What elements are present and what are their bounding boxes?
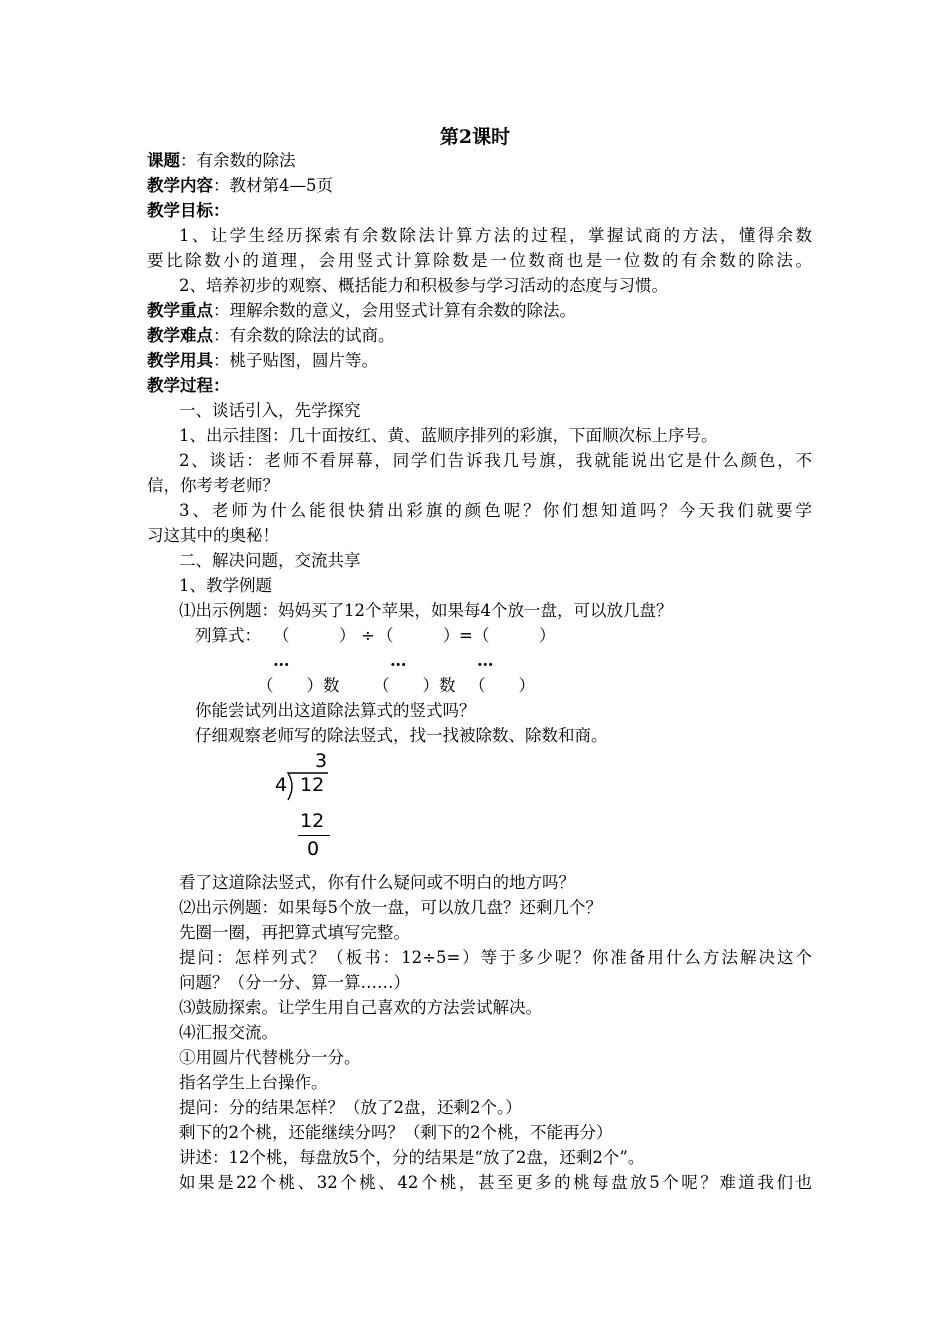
goal-1-line-a: 1、让学生经历探索有余数除法计算方法的过程，掌握试商的方法，懂得余数 xyxy=(179,226,812,245)
difficulty-text: ：有余数的除法的试商。 xyxy=(213,326,395,345)
formula-name-divisor: （ ）数 xyxy=(373,676,456,695)
process-label: 教学过程 xyxy=(147,376,213,395)
goals-colon: ： xyxy=(213,201,230,220)
step-4: 剩下的2个桃，还能继续分吗？（剩下的2个桃，不能再分） xyxy=(179,1123,613,1142)
section-2-sub1: 1、教学例题 xyxy=(179,576,272,595)
formula-divide-sign: ÷ xyxy=(361,626,375,645)
topic-line xyxy=(147,148,812,173)
formula-label: 列算式： xyxy=(195,626,261,645)
long-division-product: 12 xyxy=(300,810,325,832)
section-1-p2-a: 2、谈话：老师不看屏幕，同学们告诉我几号旗，我就能说出它是什么颜色，不 xyxy=(179,451,812,470)
goal-2: 2、培养初步的观察、概括能力和积极参与学习活动的态度与习惯。 xyxy=(179,276,668,295)
lesson-body xyxy=(147,148,812,1195)
difficulty-line xyxy=(147,323,812,348)
formula-blank-dividend: （ ） xyxy=(273,626,356,645)
formula-dots-row xyxy=(147,648,812,673)
example-1: ⑴出示例题：妈妈买了12个苹果，如果每4个放一盘，可以放几盘？ xyxy=(179,601,673,620)
focus-line xyxy=(147,298,812,323)
question-3: 看了这道除法竖式，你有什么疑问或不明白的地方吗？ xyxy=(179,873,575,892)
long-division xyxy=(270,750,350,870)
formula-blank-divisor: （ ） xyxy=(377,626,460,645)
formula-names-row xyxy=(147,673,812,698)
long-division-spacer xyxy=(147,748,812,870)
goals-line xyxy=(147,198,812,223)
formula-dots-1: … xyxy=(273,651,290,670)
question-1: 你能尝试列出这道除法算式的竖式吗？ xyxy=(195,701,476,720)
content-line xyxy=(147,173,812,198)
section-1-p1: 1、出示挂图：几十面按红、黄、蓝顺序排列的彩旗，下面顺次标上序号。 xyxy=(179,426,718,445)
long-division-remainder: 0 xyxy=(307,838,320,860)
example-4: ⑷汇报交流。 xyxy=(179,1023,278,1042)
process-colon: ： xyxy=(213,376,230,395)
long-division-quotient: 3 xyxy=(315,750,328,772)
tools-line xyxy=(147,348,812,373)
section-1-p3-b: 习这其中的奥秘！ xyxy=(147,526,279,545)
step-3: 提问：分的结果怎样？（放了2盘，还剩2个。） xyxy=(179,1098,522,1117)
focus-text: ：理解余数的意义，会用竖式计算有余数的除法。 xyxy=(213,301,576,320)
long-division-rule xyxy=(298,835,330,836)
example-2-a: 先圈一圈，再把算式填写完整。 xyxy=(179,923,410,942)
step-2: 指名学生上台操作。 xyxy=(179,1073,328,1092)
topic-text: ：有余数的除法 xyxy=(180,151,296,170)
formula-row xyxy=(147,623,812,648)
content-label: 教学内容 xyxy=(147,176,213,195)
tools-label: 教学用具 xyxy=(147,351,213,370)
focus-label: 教学重点 xyxy=(147,301,213,320)
goals-label: 教学目标 xyxy=(147,201,213,220)
section-2-heading: 二、解决问题，交流共享 xyxy=(179,551,361,570)
goal-1-line-b: 要比除数小的道理，会用竖式计算除数是一位数商也是一位数的有余数的除法。 xyxy=(147,251,812,270)
process-line xyxy=(147,373,812,398)
section-1-p2-b: 信，你考考老师？ xyxy=(147,476,279,495)
section-1-heading: 一、谈话引入，先学探究 xyxy=(179,401,361,420)
tools-text: ：桃子贴图，圆片等。 xyxy=(213,351,378,370)
formula-blank-quotient: （ ） xyxy=(473,626,556,645)
formula-name-dividend: （ ）数 xyxy=(257,676,340,695)
formula-name-quotient: （ ） xyxy=(469,676,535,695)
long-division-dividend: 12 xyxy=(300,774,325,796)
page-title: 第2课时 xyxy=(439,126,511,148)
long-division-divisor: 4 xyxy=(275,774,288,796)
topic-label: 课题 xyxy=(147,151,180,170)
formula-dots-3: … xyxy=(477,651,494,670)
step-5: 讲述：12个桃，每盘放5个，分的结果是“放了2盘，还剩2个”。 xyxy=(179,1148,645,1167)
example-3: ⑶鼓励探索。让学生用自己喜欢的方法尝试解决。 xyxy=(179,998,542,1017)
section-1-p3-a: 3、老师为什么能很快猜出彩旗的颜色呢？你们想知道吗？今天我们就要学 xyxy=(179,501,812,520)
example-2-b-a: 提问：怎样列式？（板书：12÷5=）等于多少呢？你准备用什么方法解决这个 xyxy=(179,948,812,967)
example-2: ⑵出示例题：如果每5个放一盘，可以放几盘？还剩几个？ xyxy=(179,898,602,917)
question-2: 仔细观察老师写的除法竖式，找一找被除数、除数和商。 xyxy=(195,726,608,745)
example-2-b-b: 问题？（分一分、算一算……） xyxy=(179,973,410,992)
formula-equals-sign: = xyxy=(459,626,473,645)
step-1: ①用圆片代替桃分一分。 xyxy=(179,1048,361,1067)
step-6: 如果是22个桃、32个桃、42个桃，甚至更多的桃每盘放5个呢？难道我们也 xyxy=(179,1173,812,1192)
difficulty-label: 教学难点 xyxy=(147,326,213,345)
formula-dots-2: … xyxy=(390,651,407,670)
content-text: ：教材第4—5页 xyxy=(213,176,333,195)
